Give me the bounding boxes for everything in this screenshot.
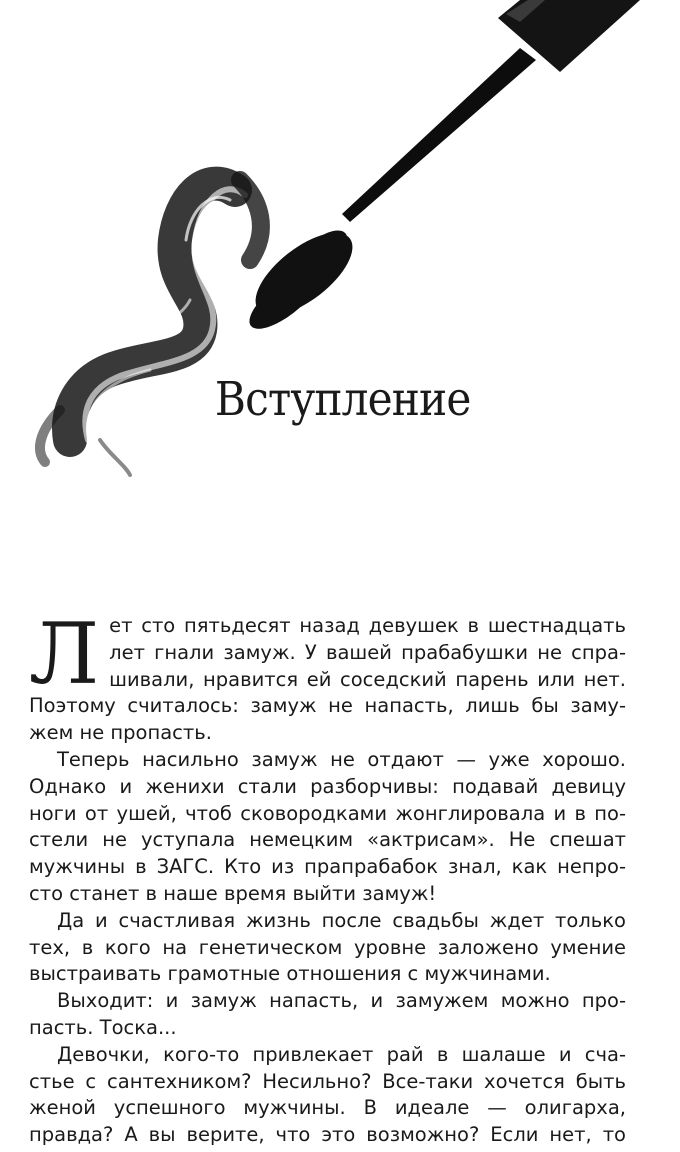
drop-cap: Л — [29, 605, 100, 703]
text-line: ет сто пятьдесят назад девушек в шестнадцать — [109, 614, 626, 637]
text-line: стье с сантехником? Несильно? Все-таки хочется быть — [29, 1069, 626, 1093]
paragraph — [29, 1042, 626, 1149]
text-line: тех, в кого на генетическом уровне заложено умение — [29, 935, 626, 959]
text-line: Теперь насильно замуж не отдают — уже хорошо. — [57, 747, 626, 771]
paragraph — [29, 747, 626, 908]
text-line: женой успешного мужчины. В идеале — олигарха, — [29, 1096, 626, 1120]
text-line: Выходит: и замуж напасть, и замужем можно про- — [57, 989, 626, 1013]
mascara-smear — [40, 180, 261, 475]
text-line: правда? А вы верите, что это возможно? Если нет, то — [29, 1123, 626, 1147]
chapter-title: Вступление — [214, 372, 471, 427]
text-line: лет гнали замуж. У вашей прабабушки не спра- — [109, 640, 626, 664]
text-line: Да и счастливая жизнь после свадьбы ждет только — [57, 908, 626, 932]
mascara-wand — [342, 0, 640, 222]
text-line: Девочки, кого-то привлекает рай в шалаше и сча- — [57, 1042, 626, 1066]
text-line: выстраивать грамотные отношения с мужчинами. — [29, 962, 551, 986]
paragraph — [29, 605, 626, 747]
text-line: мужчины в ЗАГС. Кто из прапрабабок знал, как непро- — [29, 855, 626, 879]
text-line: шивали, нравится ей соседский парень или нет. — [109, 667, 626, 691]
text-line: ноги от ушей, чтоб сковородками жонглировала и в по- — [29, 801, 626, 825]
mascara-brush-illustration — [0, 0, 680, 520]
text-line: Поэтому считалось: замуж не напасть, лишь бы заму- — [29, 694, 626, 718]
paragraph — [29, 908, 626, 988]
text-line: пасть. Тоска... — [29, 1015, 177, 1039]
paragraph — [29, 988, 626, 1042]
text-line: стели не уступала немецким «актрисам». Не спешат — [29, 828, 626, 852]
text-line: жем не пропасть. — [29, 721, 212, 745]
chapter-body-text — [29, 605, 626, 1149]
text-line: сто станет в наше время выйти замуж! — [29, 881, 437, 905]
text-line: Однако и женихи стали разборчивы: подавай девицу — [29, 774, 626, 798]
